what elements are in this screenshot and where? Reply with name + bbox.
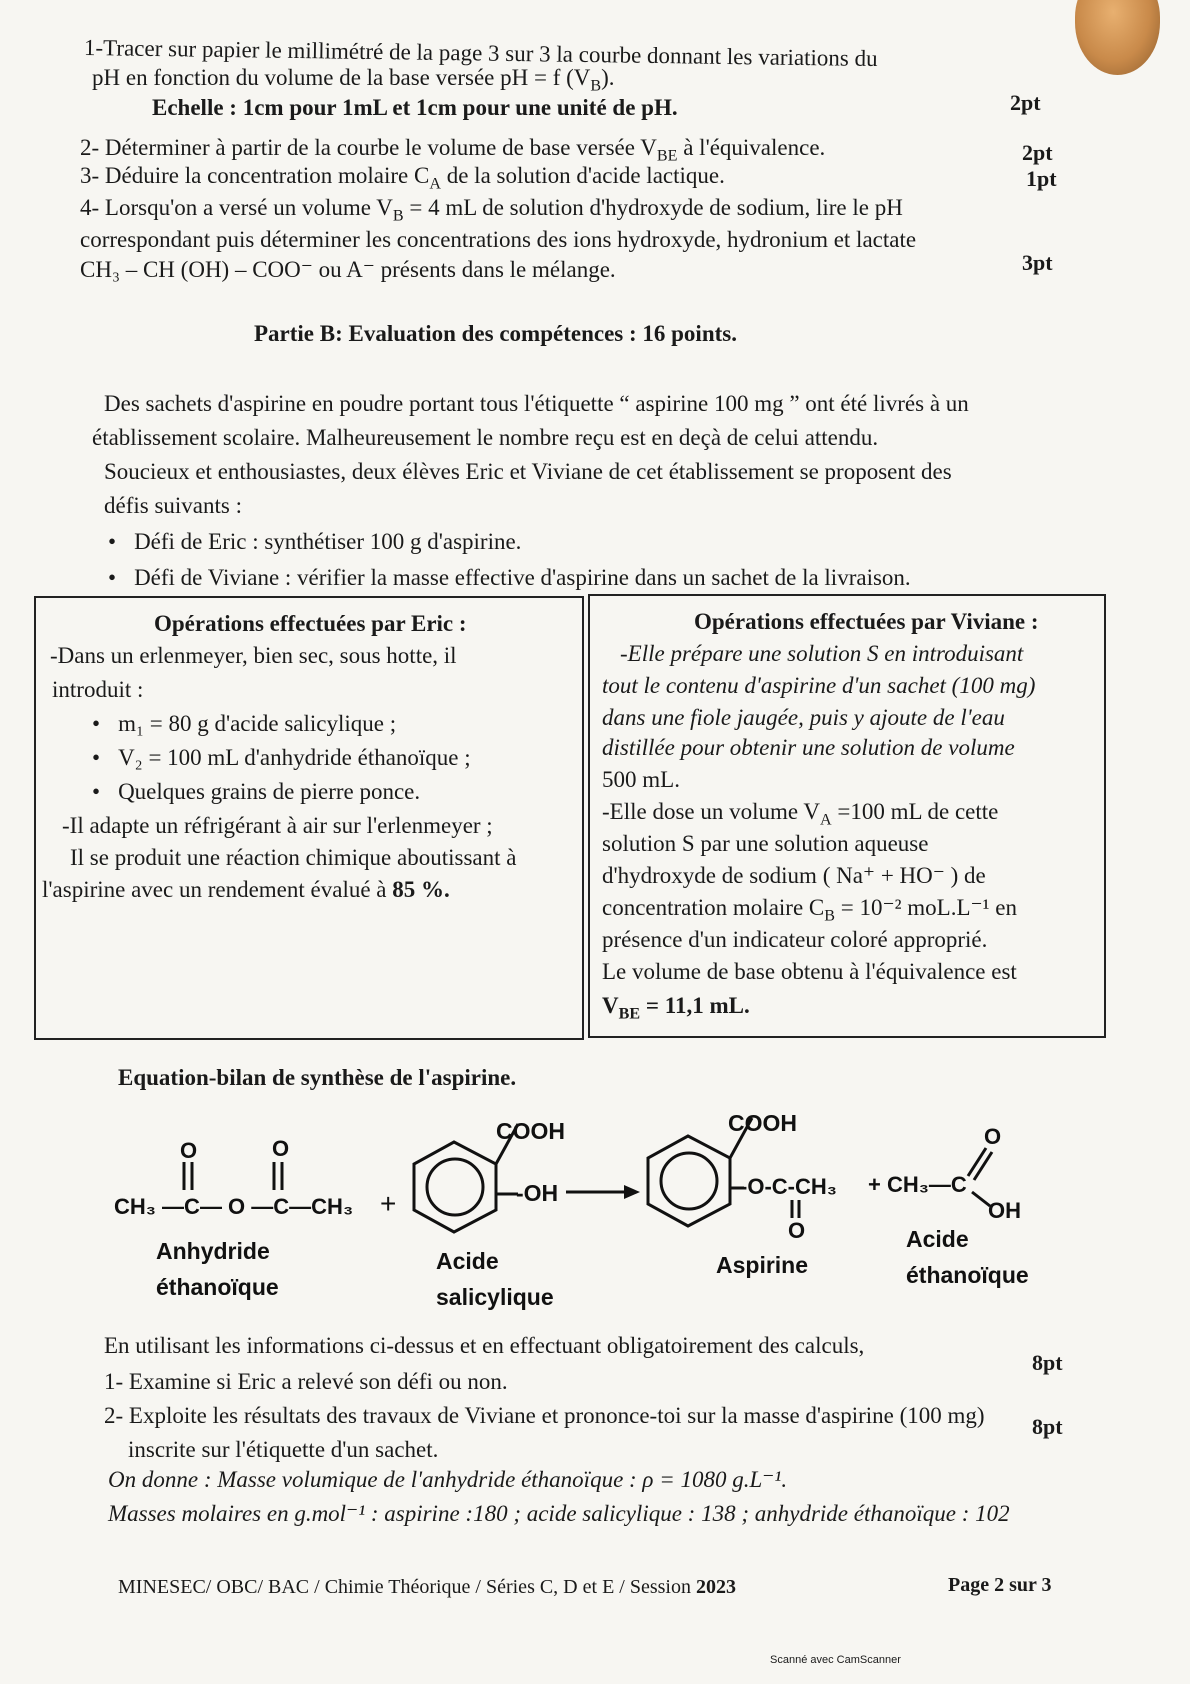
anhydride-double-bonds	[170, 1160, 310, 1196]
defi-eric: • Défi de Eric : synthétiser 100 g d'aspirine.	[108, 528, 521, 556]
scale-line: Echelle : 1cm pour 1mL et 1cm pour une unité de pH.	[152, 95, 678, 120]
intro-line-1: Des sachets d'aspirine en poudre portant tous l'étiquette “ aspirine 100 mg ” ont été livrés à un	[104, 391, 969, 416]
reaction-arrow-icon	[566, 1182, 640, 1202]
salicylic-name-2: salicylique	[436, 1284, 554, 1310]
eric-line-5: l'aspirine avec un rendement évalué à 85 %.	[42, 877, 450, 902]
thumb-shadow	[1075, 0, 1160, 75]
eric-line-1: -Dans un erlenmeyer, bien sec, sous hotte, il	[50, 643, 457, 668]
viviane-line-4: distillée pour obtenir une solution de volume	[602, 735, 1015, 760]
question-4-points: 3pt	[1022, 250, 1053, 275]
question-4-line-1: 4- Lorsqu'on a versé un volume $V_B = 4$ mL de solution d'hydroxyde de sodium, lire le pH	[80, 195, 903, 225]
equation-title: Equation-bilan de synthèse de l'aspirine.	[118, 1065, 517, 1090]
acetic-acid-name-1: Acide	[906, 1226, 969, 1252]
question-1-points: 2pt	[1010, 90, 1041, 115]
question-b2-points: 8pt	[1032, 1414, 1063, 1439]
salicylic-name-1: Acide	[436, 1248, 499, 1274]
acetic-acid-formula: + CH₃—C	[868, 1172, 967, 1197]
question-b1: 1- Examine si Eric a relevé son défi ou non.	[104, 1369, 508, 1394]
aspirin-cooh: COOH	[728, 1110, 797, 1136]
salicylic-oh: -OH	[516, 1180, 559, 1206]
viviane-line-6: -Elle dose un volume $V_A =100$ mL de cette	[602, 799, 999, 829]
anhydride-name-1: Anhydride	[156, 1238, 270, 1264]
question-b2-line-1: 2- Exploite les résultats des travaux de Viviane et prononce-toi sur la masse d'aspirine (100 mg)	[104, 1403, 985, 1428]
question-1-line-1: 1-Tracer sur papier le millimétré de la page 3 sur 3 la courbe donnant les variations du	[83, 35, 878, 72]
question-3-points: 1pt	[1026, 166, 1057, 191]
acetic-acid-name-2: éthanoïque	[906, 1262, 1029, 1288]
anhydride-oxygen-1: O	[180, 1138, 198, 1163]
eric-line-2: introduit :	[52, 677, 144, 702]
aspirin-name: Aspirine	[716, 1252, 809, 1278]
questions-intro: En utilisant les informations ci-dessus et en effectuant obligatoirement des calculs,	[104, 1333, 865, 1358]
given-density: On donne : Masse volumique de l'anhydride éthanoïque : ρ = 1080 g.L⁻¹.	[108, 1467, 788, 1492]
salicylic-cooh: COOH	[496, 1118, 565, 1144]
eric-bullet-2: • V₂ = 100 mL d'anhydride éthanoïque ;	[92, 744, 471, 772]
viviane-line-2: tout le contenu d'aspirine d'un sachet (100 mg)	[602, 673, 1036, 698]
plus-sign-1: +	[380, 1188, 397, 1219]
viviane-line-10: présence d'un indicateur coloré approprié.	[602, 927, 988, 952]
question-1-line-2: pH en fonction du volume de la base versée pH = f $(V_B)$.	[92, 65, 615, 95]
given-molar-masses: Masses molaires en g.mol⁻¹ : aspirine :180 ; acide salicylique : 138 ; anhydride éthanoïque : 102	[108, 1501, 1010, 1526]
viviane-line-8: d'hydroxyde de sodium ( Na⁺ + HO⁻ ) de	[602, 863, 986, 888]
question-b1-points: 8pt	[1032, 1350, 1063, 1375]
viviane-box-title: Opérations effectuées par Viviane :	[694, 609, 1039, 634]
eric-box-title: Opérations effectuées par Eric :	[154, 611, 467, 636]
question-2: 2- Déterminer à partir de la courbe le volume de base versée $V_{BE}$ à l'équivalence.	[80, 135, 826, 165]
acetic-acid-oh: OH	[988, 1198, 1021, 1223]
anhydride-formula: CH₃ —C— O —C—CH₃	[114, 1194, 354, 1219]
aspirin-carbonyl-oxygen: O	[788, 1218, 806, 1243]
eric-operations-box	[34, 596, 584, 1040]
viviane-line-9: concentration molaire $C_B = 10^{-2}$ moL.L⁻¹ en	[602, 895, 1018, 925]
viviane-line-5: 500 mL.	[602, 767, 680, 792]
scanner-watermark: Scanné avec CamScanner	[770, 1654, 901, 1666]
anhydride-oxygen-2: O	[272, 1136, 290, 1161]
defi-viviane: • Défi de Viviane : vérifier la masse effective d'aspirine dans un sachet de la livraison.	[108, 564, 911, 592]
viviane-line-3: dans une fiole jaugée, puis y ajoute de l'eau	[602, 705, 1005, 730]
viviane-line-1: -Elle prépare une solution S en introduisant	[620, 641, 1024, 666]
page-number: Page 2 sur 3	[948, 1574, 1052, 1596]
viviane-operations-box	[588, 594, 1106, 1038]
intro-line-4: défis suivants :	[104, 493, 242, 518]
eric-line-4: Il se produit une réaction chimique aboutissant à	[70, 845, 517, 870]
question-b2-line-2: inscrite sur l'étiquette d'un sachet.	[128, 1437, 439, 1462]
question-2-points: 2pt	[1022, 140, 1053, 165]
question-4-line-3: CH₃ – CH (OH) – COO⁻ ou A⁻ présents dans le mélange.	[80, 257, 616, 282]
viviane-line-12: $V_{BE} = 11,1$ mL.	[602, 993, 750, 1023]
aspirin-ester-chain: -O-C-CH₃	[740, 1174, 837, 1199]
question-4-line-2: correspondant puis déterminer les concentrations des ions hydroxyde, hydronium et lactate	[80, 227, 917, 252]
question-3: 3- Déduire la concentration molaire $C_A$ de la solution d'acide lactique.	[80, 163, 725, 193]
footer-exam-info: MINESEC/ OBC/ BAC / Chimie Théorique / Séries C, D et E / Session 2023	[118, 1576, 736, 1598]
viviane-line-7: solution S par une solution aqueuse	[602, 831, 929, 856]
anhydride-name-2: éthanoïque	[156, 1274, 279, 1300]
eric-line-3: -Il adapte un réfrigérant à air sur l'erlenmeyer ;	[62, 813, 493, 838]
intro-line-3: Soucieux et enthousiastes, deux élèves Eric et Viviane de cet établissement se proposent des	[104, 459, 952, 484]
eric-bullet-1: • m₁ = 80 g d'acide salicylique ;	[92, 710, 396, 738]
part-b-title: Partie B: Evaluation des compétences : 16 points.	[254, 321, 737, 346]
viviane-line-11: Le volume de base obtenu à l'équivalence est	[602, 959, 1017, 984]
eric-bullet-3: • Quelques grains de pierre ponce.	[92, 778, 420, 806]
intro-line-2: établissement scolaire. Malheureusement le nombre reçu est en deçà de celui attendu.	[92, 425, 879, 450]
acetic-acid-oxygen: O	[984, 1124, 1002, 1149]
